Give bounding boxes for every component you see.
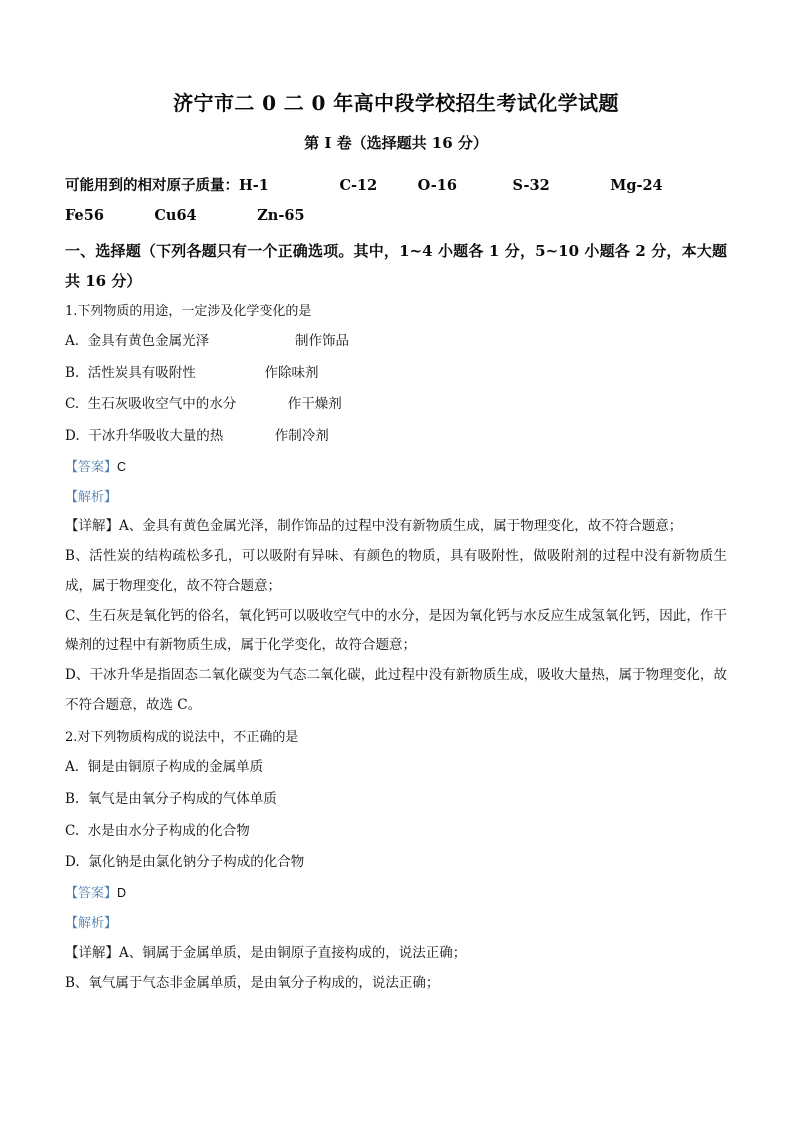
question-option-b[interactable]: B. 活性炭具有吸附性 作除味剂 xyxy=(65,364,319,381)
analysis-tag: 【解析】 xyxy=(65,489,118,505)
question-option-d[interactable]: D. 干冰升华吸收大量的热 作制冷剂 xyxy=(65,427,329,444)
detail-paragraph: 【详解】A、铜属于金属单质，是由铜原子直接构成的，说法正确； xyxy=(65,944,467,961)
question-block-2 xyxy=(65,724,727,998)
answer-line xyxy=(65,879,727,909)
question-block-1 xyxy=(65,298,727,720)
question-option-a[interactable]: A. 金具有黄色金属光泽 制作饰品 xyxy=(65,332,349,349)
answer-tag: 【答案】 xyxy=(65,459,118,475)
question-stem: 2.对下列物质构成的说法中，不正确的是 xyxy=(65,730,299,746)
question-option-d[interactable]: D. 氯化钠是由氯化钠分子构成的化合物 xyxy=(65,854,305,871)
question-option-a[interactable]: A. 铜是由铜原子构成的金属单质 xyxy=(65,759,264,776)
answer-tag: 【答案】 xyxy=(65,886,118,902)
detail-paragraph: B、氧气属于气态非金属单质，是由氧分子构成的，说法正确； xyxy=(65,974,440,991)
detail-paragraph: C、生石灰是氧化钙的俗名，氧化钙可以吸收空气中的水分，是因为氧化钙与水反应生成氢氧化钙，因此，作干燥剂的过程中有新物质生成，属于化学变化，故符合题意； xyxy=(65,607,727,654)
question-option-b[interactable]: B. 氧气是由氧分子构成的气体单质 xyxy=(65,790,277,807)
atomic-mass-line-1: 可能用到的相对原子质量：H-1 C-12 O-16 S-32 Mg-24 xyxy=(65,176,663,194)
analysis-tag: 【解析】 xyxy=(65,915,118,931)
analysis-line xyxy=(65,483,727,513)
answer-value: C xyxy=(117,459,127,474)
document-subtitle: 第 I 卷（选择题共 16 分） xyxy=(304,134,488,152)
answer-value: D xyxy=(117,886,127,901)
question-option-c[interactable]: C. 水是由水分子构成的化合物 xyxy=(65,822,250,839)
detail-paragraph: D、干冰升华是指固态二氧化碳变为气态二氧化碳，此过程中没有新物质生成，吸收大量热，属于物理变化，故不符合题意，故选 C。 xyxy=(65,666,727,713)
page-content xyxy=(65,88,727,998)
section-heading-multiple-choice: 一、选择题（下列各题只有一个正确选项。其中，1~4 小题各 1 分，5~10 小题各 2 分，本大题共 16 分） xyxy=(65,242,727,290)
answer-line xyxy=(65,453,727,483)
question-option-c[interactable]: C. 生石灰吸收空气中的水分 作干燥剂 xyxy=(65,396,342,413)
analysis-line xyxy=(65,909,727,939)
detail-paragraph: B、活性炭的结构疏松多孔，可以吸附有异味、有颜色的物质，具有吸附性，做吸附剂的过程中没有新物质生成，属于物理变化，故不符合题意； xyxy=(65,548,727,594)
detail-paragraph: 【详解】A、金具有黄色金属光泽，制作饰品的过程中没有新物质生成，属于物理变化，故不符合题意； xyxy=(65,518,683,535)
atomic-mass-line-2: Fe56 Cu64 Zn-65 xyxy=(65,206,305,224)
document-title: 济宁市二 0 二 0 年高中段学校招生考试化学试题 xyxy=(173,91,619,115)
question-stem: 1.下列物质的用途，一定涉及化学变化的是 xyxy=(65,303,312,319)
